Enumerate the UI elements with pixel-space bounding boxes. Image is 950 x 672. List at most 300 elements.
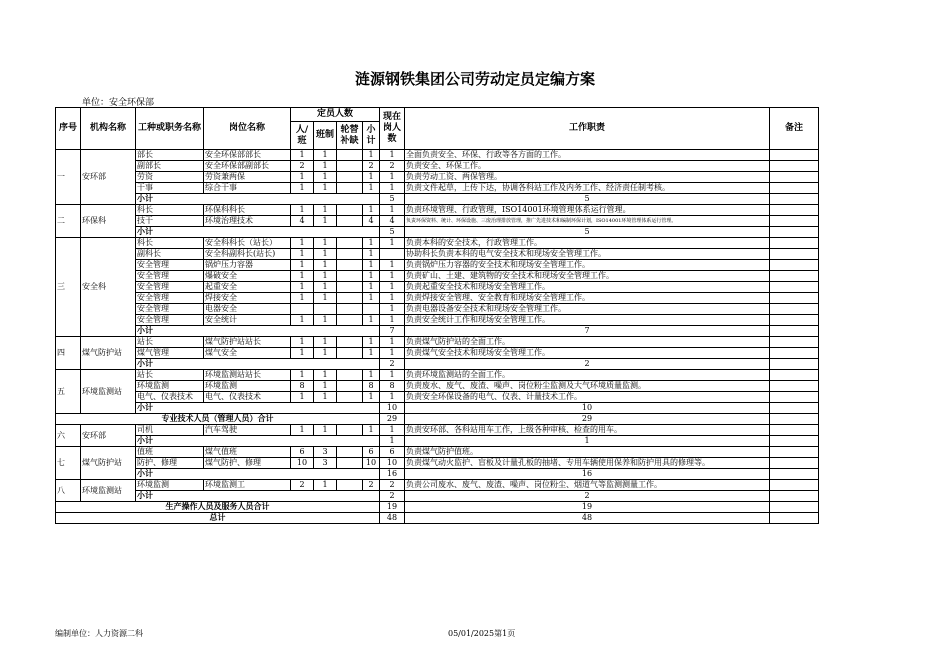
per-shift-cell: 1 (291, 315, 314, 326)
post-cell: 环境治理技术 (204, 216, 291, 227)
subtotal-cell: 1 (363, 249, 380, 260)
header-subtotal: 小计 (363, 122, 380, 150)
subtotal-cell: 1 (363, 425, 380, 436)
table-body (56, 150, 819, 524)
org-cell: 煤气防护站 (81, 337, 136, 370)
tech-total-row-current: 29 (405, 414, 770, 425)
rotation-cell (337, 337, 363, 348)
post-cell: 环境监测工 (204, 480, 291, 491)
duty-cell: 负责安全统计工作和现场安全管理工作。 (405, 315, 770, 326)
current-cell: 1 (380, 282, 405, 293)
subtotal-value: 5 (380, 227, 405, 238)
table-row (56, 381, 819, 392)
duty-cell (770, 513, 819, 524)
work-type-cell: 科长 (136, 238, 204, 249)
work-type-cell: 站长 (136, 337, 204, 348)
rotation-cell (337, 260, 363, 271)
duty-cell (770, 414, 819, 425)
current-cell: 1 (380, 183, 405, 194)
duty-cell (770, 491, 819, 502)
work-type-cell: 技干 (136, 216, 204, 227)
post-cell: 锅炉压力容器 (204, 260, 291, 271)
shifts-cell: 1 (314, 205, 337, 216)
shifts-cell: 1 (314, 425, 337, 436)
subtotal-current: 2 (405, 359, 770, 370)
duty-cell (770, 502, 819, 513)
remarks-cell (770, 205, 819, 216)
subtotal-cell: 10 (363, 458, 380, 469)
remarks-cell (770, 392, 819, 403)
per-shift-cell (291, 304, 314, 315)
duty-cell: 负责电器设备安全技术和现场安全管理工作。 (405, 304, 770, 315)
remarks-cell (770, 260, 819, 271)
page-title: 涟源钢铁集团公司劳动定员定编方案 (354, 70, 595, 88)
current-cell: 1 (380, 337, 405, 348)
per-shift-cell: 1 (291, 183, 314, 194)
table-row (56, 337, 819, 348)
table-row (56, 293, 819, 304)
remarks-cell (770, 238, 819, 249)
work-type-cell: 副科长 (136, 249, 204, 260)
per-shift-cell: 1 (291, 260, 314, 271)
subtotal-current: 5 (405, 227, 770, 238)
shifts-cell: 1 (314, 249, 337, 260)
footer-date-page: 05/01/2025第1页 (448, 629, 516, 638)
subtotal-cell: 1 (363, 282, 380, 293)
subtotal-cell: 1 (363, 370, 380, 381)
rotation-cell (337, 348, 363, 359)
seq-cell: 二 (56, 205, 81, 238)
post-cell: 安全环保部副部长 (204, 161, 291, 172)
org-cell: 煤气防护站 (81, 447, 136, 480)
subtotal-label: 小计 (136, 469, 380, 480)
table-row (56, 282, 819, 293)
remarks-cell (770, 425, 819, 436)
current-cell: 8 (380, 381, 405, 392)
subtotal-label: 小计 (136, 436, 380, 447)
table-row (56, 425, 819, 436)
subtotal-cell (363, 304, 380, 315)
subtotal-current: 5 (405, 194, 770, 205)
duty-cell: 负责煤气防护站的全面工作。 (405, 337, 770, 348)
header-work-type: 工种或职务名称 (136, 108, 204, 150)
remarks-cell (770, 172, 819, 183)
work-type-cell: 安全管理 (136, 293, 204, 304)
work-type-cell: 安全管理 (136, 304, 204, 315)
duty-cell: 负责锅炉压力容器的安全技术和现场安全管理工作。 (405, 260, 770, 271)
per-shift-cell: 1 (291, 249, 314, 260)
org-cell: 环境监测站 (81, 370, 136, 414)
per-shift-cell: 8 (291, 381, 314, 392)
current-cell: 1 (380, 260, 405, 271)
work-type-cell: 干事 (136, 183, 204, 194)
subtotal-row (56, 227, 819, 238)
shifts-cell (314, 304, 337, 315)
subtotal-cell: 8 (363, 381, 380, 392)
current-cell: 1 (380, 370, 405, 381)
org-cell: 安全科 (81, 238, 136, 337)
header-per-shift: 人/班 (291, 122, 314, 150)
rotation-cell (337, 282, 363, 293)
grand-total-row-label: 总计 (56, 513, 380, 524)
service-total-row-label: 生产操作人员及服务人员合计 (56, 502, 380, 513)
seq-cell: 六 (56, 425, 81, 447)
subtotal-label: 小计 (136, 194, 380, 205)
work-type-cell: 部长 (136, 150, 204, 161)
post-cell: 爆破安全 (204, 271, 291, 282)
duty-cell: 负责安环部、各科站用车工作，上级各种审核、检查的用车。 (405, 425, 770, 436)
remarks-cell (770, 447, 819, 458)
post-cell: 电气、仪表技术 (204, 392, 291, 403)
per-shift-cell: 1 (291, 392, 314, 403)
table-row (56, 458, 819, 469)
post-cell: 煤气防护、修理 (204, 458, 291, 469)
grand-total-row (56, 513, 819, 524)
per-shift-cell: 1 (291, 425, 314, 436)
rotation-cell (337, 304, 363, 315)
post-cell: 煤气值班 (204, 447, 291, 458)
tech-total-row-value: 29 (380, 414, 405, 425)
remarks-cell (770, 150, 819, 161)
table-row (56, 315, 819, 326)
duty-cell (770, 227, 819, 238)
duty-cell: 负责文件起草，上传下达，协调各科站工作及内务工作、经济责任制考核。 (405, 183, 770, 194)
shifts-cell: 1 (314, 183, 337, 194)
shifts-cell: 1 (314, 282, 337, 293)
rotation-cell (337, 271, 363, 282)
per-shift-cell: 1 (291, 238, 314, 249)
grand-total-row-current: 48 (405, 513, 770, 524)
duty-cell: 全面负责安全、环保、行政等各方面的工作。 (405, 150, 770, 161)
rotation-cell (337, 293, 363, 304)
header-remarks: 备注 (770, 108, 819, 150)
remarks-cell (770, 282, 819, 293)
table-row (56, 370, 819, 381)
shifts-cell: 1 (314, 172, 337, 183)
duty-cell: 负责本科的安全技术，行政管理工作。 (405, 238, 770, 249)
rotation-cell (337, 150, 363, 161)
duty-cell: 负责废水、废气、废渣、噪声、岗位粉尘监测及大气环境质量监测。 (405, 381, 770, 392)
shifts-cell: 1 (314, 293, 337, 304)
header-rotation: 轮替补缺 (337, 122, 363, 150)
current-cell: 1 (380, 304, 405, 315)
per-shift-cell: 2 (291, 480, 314, 491)
subtotal-cell: 1 (363, 183, 380, 194)
tech-total-row (56, 414, 819, 425)
remarks-cell (770, 271, 819, 282)
current-cell: 1 (380, 150, 405, 161)
rotation-cell (337, 315, 363, 326)
remarks-cell (770, 315, 819, 326)
seq-cell: 七 (56, 447, 81, 480)
work-type-cell: 环境监测 (136, 480, 204, 491)
table-row (56, 304, 819, 315)
table-row (56, 150, 819, 161)
subtotal-cell: 1 (363, 205, 380, 216)
seq-cell: 四 (56, 337, 81, 370)
per-shift-cell: 1 (291, 205, 314, 216)
work-type-cell: 安全管理 (136, 260, 204, 271)
subtotal-label: 小计 (136, 326, 380, 337)
duty-cell: 协助科长负责本科的电气安全技术和现场安全管理工作。 (405, 249, 770, 260)
per-shift-cell: 1 (291, 172, 314, 183)
subtotal-cell: 1 (363, 260, 380, 271)
subtotal-value: 1 (380, 436, 405, 447)
post-cell: 环境监测站站长 (204, 370, 291, 381)
seq-cell: 三 (56, 238, 81, 337)
subtotal-row (56, 469, 819, 480)
table-row (56, 238, 819, 249)
shifts-cell: 1 (314, 260, 337, 271)
duty-cell: 负责劳动工资、两保管理。 (405, 172, 770, 183)
per-shift-cell: 1 (291, 348, 314, 359)
duty-cell: 负责煤气安全技术和现场安全管理工作。 (405, 348, 770, 359)
remarks-cell (770, 293, 819, 304)
work-type-cell: 电气、仪表技术 (136, 392, 204, 403)
per-shift-cell: 1 (291, 370, 314, 381)
remarks-cell (770, 216, 819, 227)
subtotal-current: 1 (405, 436, 770, 447)
current-cell: 1 (380, 315, 405, 326)
work-type-cell: 煤气管理 (136, 348, 204, 359)
table-row (56, 183, 819, 194)
post-cell: 劳资兼两保 (204, 172, 291, 183)
table-row (56, 392, 819, 403)
shifts-cell: 1 (314, 348, 337, 359)
duty-cell: 负责起重安全技术和现场安全管理工作。 (405, 282, 770, 293)
org-cell: 安环部 (81, 425, 136, 447)
table-row (56, 205, 819, 216)
rotation-cell (337, 183, 363, 194)
current-cell: 1 (380, 271, 405, 282)
current-cell: 4 (380, 216, 405, 227)
service-total-row-current: 19 (405, 502, 770, 513)
table-row (56, 348, 819, 359)
rotation-cell (337, 480, 363, 491)
current-cell: 1 (380, 392, 405, 403)
remarks-cell (770, 249, 819, 260)
subtotal-cell: 1 (363, 392, 380, 403)
table-row (56, 172, 819, 183)
duty-cell (770, 436, 819, 447)
current-cell: 6 (380, 447, 405, 458)
header-duties: 工作职责 (405, 108, 770, 150)
duty-cell: 负责公司废水、废气、废渣、噪声、岗位粉尘、烟道气等监测测量工作。 (405, 480, 770, 491)
post-cell: 电器安全 (204, 304, 291, 315)
current-cell: 1 (380, 348, 405, 359)
per-shift-cell: 1 (291, 271, 314, 282)
unit-label: 单位：安全环保部 (82, 98, 155, 108)
subtotal-row (56, 491, 819, 502)
per-shift-cell: 4 (291, 216, 314, 227)
post-cell: 安全科科长（站长） (204, 238, 291, 249)
work-type-cell: 站长 (136, 370, 204, 381)
tech-total-row-label: 专业技术人员（管理人员）合计 (56, 414, 380, 425)
seq-cell: 五 (56, 370, 81, 414)
per-shift-cell: 10 (291, 458, 314, 469)
shifts-cell: 1 (314, 315, 337, 326)
remarks-cell (770, 370, 819, 381)
subtotal-label: 小计 (136, 491, 380, 502)
subtotal-cell: 1 (363, 150, 380, 161)
work-type-cell: 防护、修理 (136, 458, 204, 469)
rotation-cell (337, 249, 363, 260)
post-cell: 煤气防护站站长 (204, 337, 291, 348)
org-cell: 安环部 (81, 150, 136, 205)
per-shift-cell: 2 (291, 161, 314, 172)
table-row (56, 161, 819, 172)
post-cell: 安全环保部部长 (204, 150, 291, 161)
post-cell: 汽车驾驶 (204, 425, 291, 436)
per-shift-cell: 1 (291, 282, 314, 293)
rotation-cell (337, 425, 363, 436)
work-type-cell: 劳资 (136, 172, 204, 183)
subtotal-value: 2 (380, 359, 405, 370)
shifts-cell: 3 (314, 458, 337, 469)
post-cell: 综合干事 (204, 183, 291, 194)
subtotal-label: 小计 (136, 403, 380, 414)
duty-cell (770, 469, 819, 480)
duty-cell: 负责煤气防护值班。 (405, 447, 770, 458)
rotation-cell (337, 216, 363, 227)
rotation-cell (337, 458, 363, 469)
table-row (56, 216, 819, 227)
subtotal-cell: 1 (363, 315, 380, 326)
subtotal-cell: 4 (363, 216, 380, 227)
work-type-cell: 值班 (136, 447, 204, 458)
subtotal-value: 16 (380, 469, 405, 480)
duty-cell: 负责环保资料、统计、环保设施、三废治理排放管理，推广先进技术和编制环保计划，ISO14001环境管理体系运行管理。 (405, 216, 770, 227)
header-seq: 序号 (56, 108, 81, 150)
org-cell: 环境监测站 (81, 480, 136, 502)
post-cell: 环保科科长 (204, 205, 291, 216)
subtotal-cell: 1 (363, 271, 380, 282)
remarks-cell (770, 348, 819, 359)
subtotal-label: 小计 (136, 359, 380, 370)
rotation-cell (337, 392, 363, 403)
header-quota-group: 定员人数 (291, 108, 380, 122)
service-total-row-value: 19 (380, 502, 405, 513)
header-org: 机构名称 (81, 108, 136, 150)
subtotal-current: 10 (405, 403, 770, 414)
duty-cell (770, 359, 819, 370)
current-cell: 1 (380, 293, 405, 304)
table-row (56, 480, 819, 491)
subtotal-cell: 2 (363, 161, 380, 172)
subtotal-cell: 1 (363, 293, 380, 304)
shifts-cell: 1 (314, 161, 337, 172)
grand-total-row-value: 48 (380, 513, 405, 524)
rotation-cell (337, 172, 363, 183)
rotation-cell (337, 205, 363, 216)
remarks-cell (770, 381, 819, 392)
current-cell: 10 (380, 458, 405, 469)
subtotal-cell: 1 (363, 337, 380, 348)
work-type-cell: 司机 (136, 425, 204, 436)
remarks-cell (770, 304, 819, 315)
header-current: 现在岗人数 (380, 108, 405, 150)
per-shift-cell: 1 (291, 150, 314, 161)
duty-cell (770, 326, 819, 337)
current-cell: 1 (380, 238, 405, 249)
remarks-cell (770, 161, 819, 172)
org-cell: 环保科 (81, 205, 136, 238)
rotation-cell (337, 370, 363, 381)
subtotal-row (56, 194, 819, 205)
shifts-cell: 1 (314, 337, 337, 348)
subtotal-cell: 1 (363, 348, 380, 359)
subtotal-cell: 1 (363, 172, 380, 183)
subtotal-value: 10 (380, 403, 405, 414)
subtotal-row (56, 359, 819, 370)
per-shift-cell: 1 (291, 337, 314, 348)
remarks-cell (770, 480, 819, 491)
current-cell: 1 (380, 425, 405, 436)
shifts-cell: 1 (314, 271, 337, 282)
rotation-cell (337, 161, 363, 172)
shifts-cell: 1 (314, 370, 337, 381)
duty-cell: 负责环境管理、行政管理，ISO14001环境管理体系运行管理。 (405, 205, 770, 216)
remarks-cell (770, 183, 819, 194)
shifts-cell: 1 (314, 392, 337, 403)
table-row (56, 447, 819, 458)
subtotal-row (56, 436, 819, 447)
footer-compiler: 编制单位：人力资源二科 (55, 629, 143, 638)
duty-cell: 负责焊接安全管理、安全教育和现场安全管理工作。 (405, 293, 770, 304)
table-row (56, 249, 819, 260)
post-cell: 起重安全 (204, 282, 291, 293)
shifts-cell: 1 (314, 381, 337, 392)
duty-cell: 负责矿山、土建、建筑物的安全技术和现场安全管理工作。 (405, 271, 770, 282)
work-type-cell: 环境监测 (136, 381, 204, 392)
subtotal-value: 7 (380, 326, 405, 337)
subtotal-current: 2 (405, 491, 770, 502)
seq-cell: 八 (56, 480, 81, 502)
post-cell: 焊接安全 (204, 293, 291, 304)
shifts-cell: 1 (314, 480, 337, 491)
post-cell: 安全统计 (204, 315, 291, 326)
work-type-cell: 副部长 (136, 161, 204, 172)
shifts-cell: 3 (314, 447, 337, 458)
duty-cell: 负责安全、环保工作。 (405, 161, 770, 172)
work-type-cell: 安全管理 (136, 271, 204, 282)
current-cell: 2 (380, 480, 405, 491)
current-cell: 1 (380, 205, 405, 216)
table-row (56, 271, 819, 282)
work-type-cell: 安全管理 (136, 315, 204, 326)
staffing-table (55, 107, 819, 524)
subtotal-row (56, 403, 819, 414)
rotation-cell (337, 381, 363, 392)
subtotal-cell: 2 (363, 480, 380, 491)
post-cell: 环境监测 (204, 381, 291, 392)
subtotal-row (56, 326, 819, 337)
seq-cell: 一 (56, 150, 81, 205)
subtotal-cell: 1 (363, 238, 380, 249)
work-type-cell: 安全管理 (136, 282, 204, 293)
rotation-cell (337, 447, 363, 458)
duty-cell: 负责煤气动火监护、盲板及计量孔板的抽堵、专用车辆使用保养和防护用具的修理等。 (405, 458, 770, 469)
duty-cell: 负责环境监测站的全面工作。 (405, 370, 770, 381)
current-cell: 2 (380, 161, 405, 172)
remarks-cell (770, 337, 819, 348)
subtotal-current: 16 (405, 469, 770, 480)
work-type-cell: 科长 (136, 205, 204, 216)
post-cell: 煤气安全 (204, 348, 291, 359)
table-row (56, 260, 819, 271)
header-post: 岗位名称 (204, 108, 291, 150)
per-shift-cell: 1 (291, 293, 314, 304)
